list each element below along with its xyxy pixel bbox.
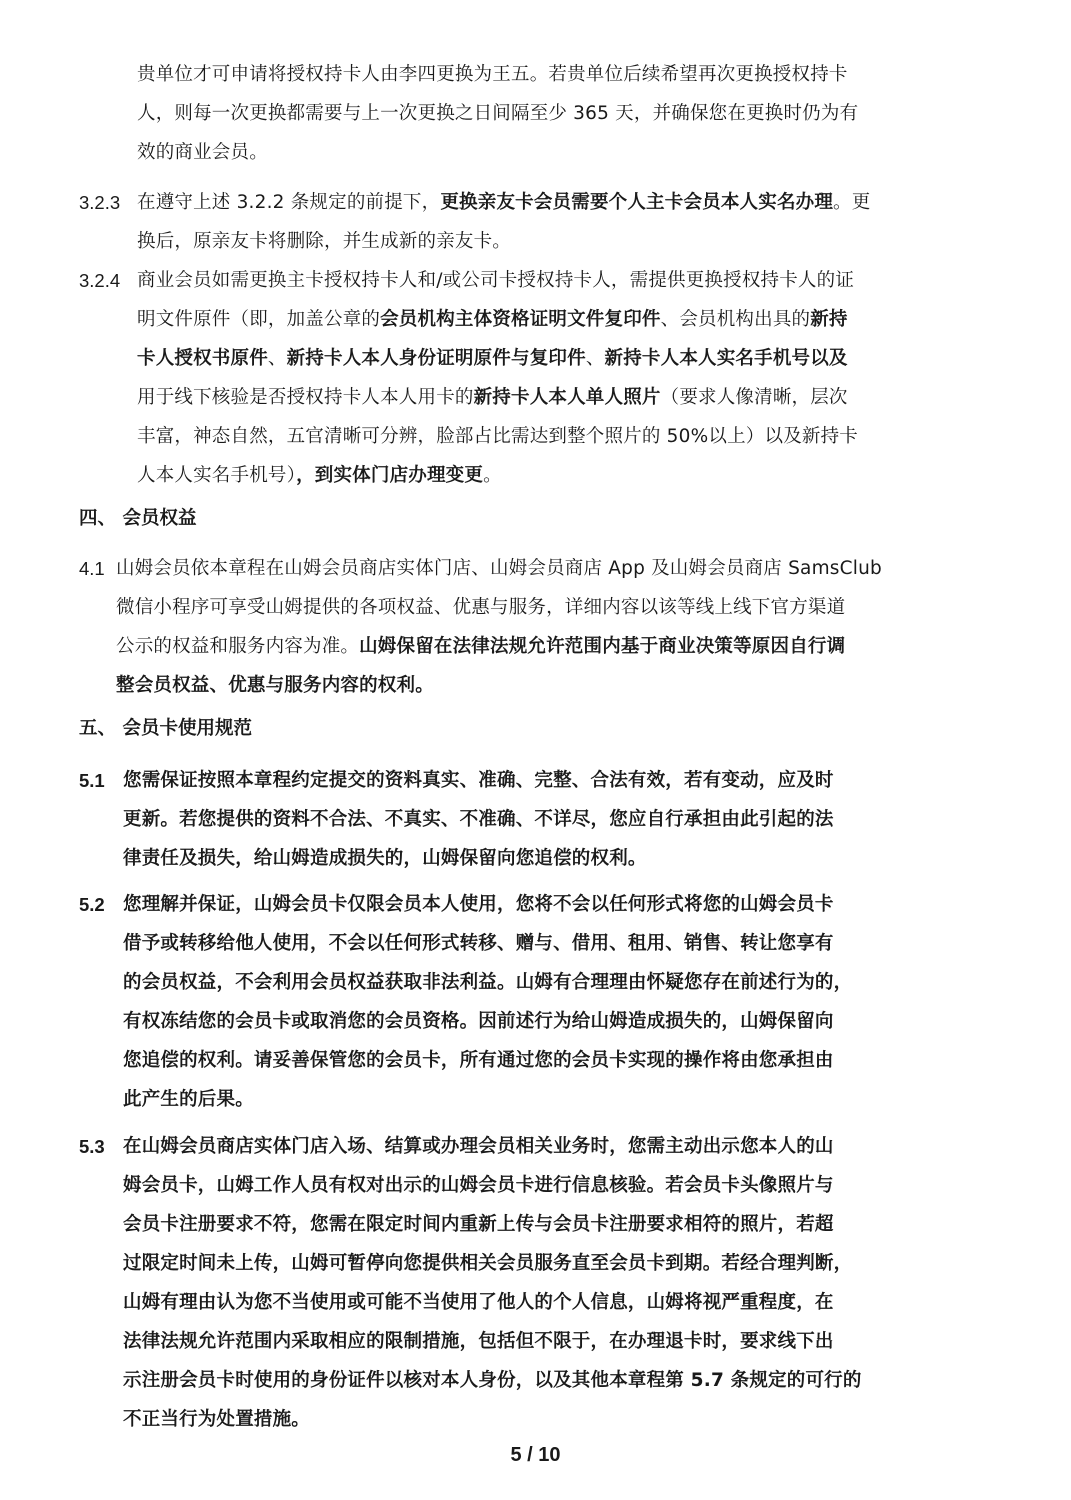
bold-paragraph-line xyxy=(123,970,852,996)
bold-paragraph-line xyxy=(123,1134,834,1160)
text-run: 、会员机构出具的 xyxy=(660,309,811,330)
bold-text-run: 新持卡人本人实名手机号以及 xyxy=(604,348,848,369)
bold-text-run: 姆会员卡，山姆工作人员有权对出示的山姆会员卡进行信息核验。若会员卡头像照片与 xyxy=(123,1175,834,1196)
bold-text-run: 示注册会员卡时使用的身份证件以核对本人身份，以及其他本章程第 5.7 条规定的可行的 xyxy=(123,1370,862,1391)
paragraph-line: 丰富，神态自然，五官清晰可分辨，脸部占比需达到整个照片的 50%以上）以及新持卡 xyxy=(137,426,859,447)
bold-paragraph-line xyxy=(123,1009,834,1035)
bold-text-run: 更新。若您提供的资料不合法、不真实、不准确、不详尽，您应自行承担由此引起的法 xyxy=(123,809,834,830)
bold-paragraph-line xyxy=(123,1251,852,1277)
bold-paragraph-line xyxy=(123,1329,834,1355)
clause-number: 4.1 xyxy=(79,558,105,579)
bold-text-run: 有权冻结您的会员卡或取消您的会员资格。因前述行为给山姆造成损失的，山姆保留向 xyxy=(123,1011,834,1032)
bold-text-run: 新持 xyxy=(810,309,848,330)
clause-4-1-line-3 xyxy=(116,634,845,660)
bold-text-run: 卡人授权书原件 xyxy=(137,348,268,369)
bold-text-run: 山姆有理由认为您不当使用或可能不当使用了他人的个人信息，山姆将视严重程度，在 xyxy=(123,1292,834,1313)
bold-text-run: 整会员权益、优惠与服务内容的权利。 xyxy=(116,675,434,696)
bold-paragraph-line xyxy=(123,1290,834,1316)
paragraph-line: 微信小程序可享受山姆提供的各项权益、优惠与服务，详细内容以该等线上线下官方渠道 xyxy=(116,597,846,618)
bold-text-run: 更换亲友卡会员需要个人主卡会员本人实名办理 xyxy=(440,192,834,213)
clause-number: 3.2.3 xyxy=(79,192,121,213)
bold-text-run: 此产生的后果。 xyxy=(123,1089,254,1110)
bold-paragraph-line xyxy=(123,1212,834,1238)
paragraph-line: 效的商业会员。 xyxy=(137,142,268,163)
bold-text-run: 的会员权益，不会利用会员权益获取非法利益。山姆有合理理由怀疑您存在前述行为的， xyxy=(123,972,853,993)
text-run: （要求人像清晰，层次 xyxy=(660,387,848,408)
section-heading: 四、 会员权益 xyxy=(79,508,197,529)
bold-text-run: 新持卡人本人身份证明原件与复印件 xyxy=(286,348,586,369)
text-run: 公示的权益和服务内容为准。 xyxy=(116,636,360,657)
paragraph-line: 贵单位才可申请将授权持卡人由李四更换为王五。若贵单位后续希望再次更换授权持卡 xyxy=(137,64,848,85)
bold-paragraph-line xyxy=(123,1173,834,1199)
text-run: 。更 xyxy=(833,192,871,213)
text-run: 用于线下核验是否授权持卡人本人用卡的 xyxy=(137,387,474,408)
page-number: 5 / 10 xyxy=(510,1444,561,1466)
text-run: 人本人实名手机号） xyxy=(137,465,297,486)
bold-text-run: 会员机构主体资格证明文件复印件 xyxy=(380,309,661,330)
bold-paragraph-line xyxy=(116,673,434,699)
bold-paragraph-line xyxy=(123,768,834,794)
bold-paragraph-line xyxy=(123,931,834,957)
clause-3-2-3-line-1 xyxy=(137,190,870,216)
text-run: 、 xyxy=(267,348,287,369)
text-run: 在遵守上述 3.2.2 条规定的前提下， xyxy=(137,192,441,213)
bold-paragraph-line xyxy=(123,1087,254,1113)
bold-text-run: 过限定时间未上传，山姆可暂停向您提供相关会员服务直至会员卡到期。若经合理判断， xyxy=(123,1253,853,1274)
bold-text-run: 您理解并保证，山姆会员卡仅限会员本人使用，您将不会以任何形式将您的山姆会员卡 xyxy=(123,894,834,915)
bold-paragraph-line xyxy=(123,1368,862,1394)
section-heading: 五、 会员卡使用规范 xyxy=(79,718,252,739)
bold-text-run: 借予或转移给他人使用，不会以任何形式转移、赠与、借用、租用、销售、转让您享有 xyxy=(123,933,834,954)
bold-paragraph-line xyxy=(123,846,647,872)
text-run: 。 xyxy=(483,465,502,486)
clause-3-2-4-line-2 xyxy=(137,307,848,333)
bold-text-run: 会员卡注册要求不符，您需在限定时间内重新上传与会员卡注册要求相符的照片，若超 xyxy=(123,1214,834,1235)
bold-text-run: 新持卡人本人单人照片 xyxy=(473,387,661,408)
bold-text-run: 山姆保留在法律法规允许范围内基于商业决策等原因自行调 xyxy=(359,636,846,657)
clause-3-2-4-line-4 xyxy=(137,385,848,411)
clause-3-2-4-line-3 xyxy=(137,346,848,372)
clause-number: 3.2.4 xyxy=(79,270,121,291)
bold-text-run: 在山姆会员商店实体门店入场、结算或办理会员相关业务时，您需主动出示您本人的山 xyxy=(123,1136,834,1157)
paragraph-line: 山姆会员依本章程在山姆会员商店实体门店、山姆会员商店 App 及山姆会员商店 SamsClub xyxy=(116,558,882,579)
paragraph-line: 人，则每一次更换都需要与上一次更换之日间隔至少 365 天，并确保您在更换时仍为有 xyxy=(137,103,859,124)
clause-3-2-4-line-6 xyxy=(137,463,502,489)
bold-text-run: 您追偿的权利。请妥善保管您的会员卡，所有通过您的会员卡实现的操作将由您承担由 xyxy=(123,1050,834,1071)
bold-paragraph-line xyxy=(123,892,834,918)
bold-paragraph-line xyxy=(123,1407,310,1433)
bold-text-run: 不正当行为处置措施。 xyxy=(123,1409,311,1430)
text-run: 、 xyxy=(585,348,605,369)
paragraph-line: 商业会员如需更换主卡授权持卡人和/或公司卡授权持卡人，需提供更换授权持卡人的证 xyxy=(137,270,855,291)
clause-number: 5.1 xyxy=(79,770,105,791)
bold-text-run: 律责任及损失，给山姆造成损失的，山姆保留向您追偿的权利。 xyxy=(123,848,647,869)
bold-paragraph-line xyxy=(123,1048,834,1074)
bold-paragraph-line xyxy=(123,807,834,833)
clause-number: 5.3 xyxy=(79,1136,105,1157)
bold-text-run: 法律法规允许范围内采取相应的限制措施，包括但不限于，在办理退卡时，要求线下出 xyxy=(123,1331,834,1352)
text-run: 明文件原件（即，加盖公章的 xyxy=(137,309,381,330)
paragraph-line: 换后，原亲友卡将删除，并生成新的亲友卡。 xyxy=(137,231,512,252)
clause-number: 5.2 xyxy=(79,894,105,915)
bold-text-run: 您需保证按照本章程约定提交的资料真实、准确、完整、合法有效，若有变动，应及时 xyxy=(123,770,834,791)
bold-text-run: ，到实体门店办理变更 xyxy=(296,465,484,486)
